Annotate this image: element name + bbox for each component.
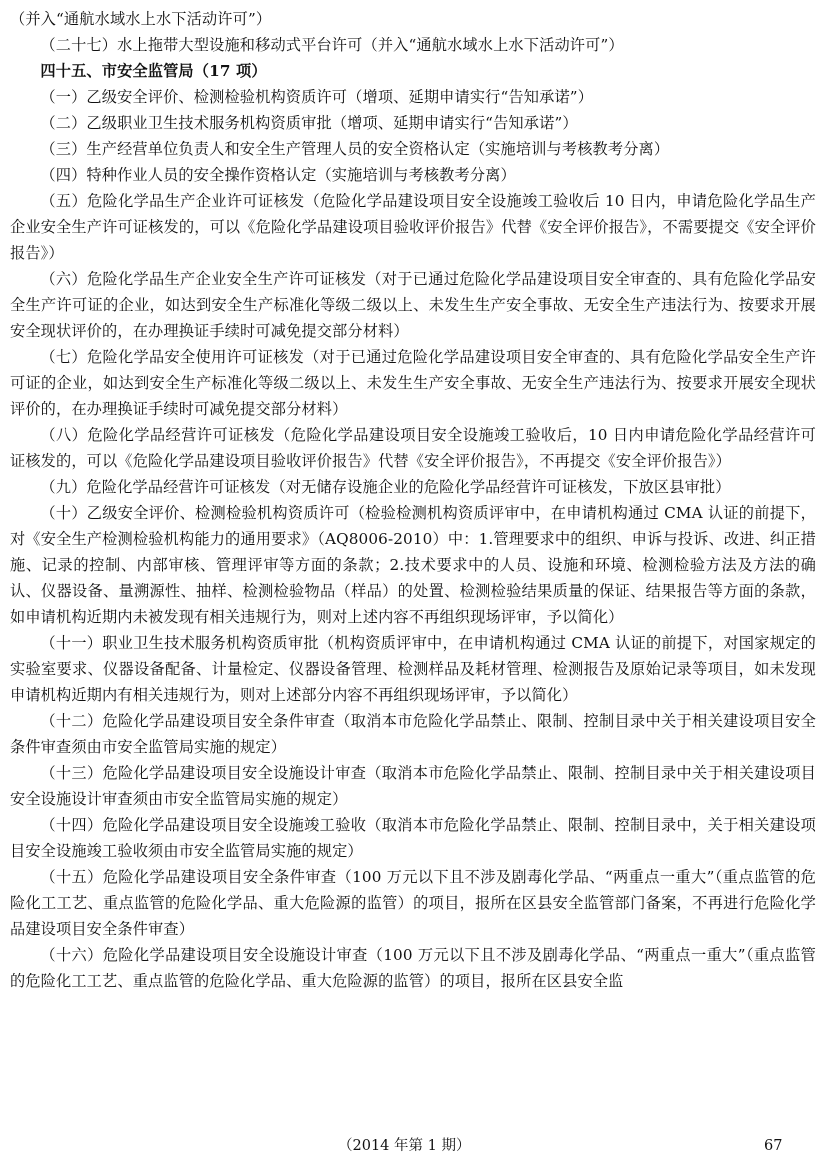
paragraph-item-11: （十一）职业卫生技术服务机构资质审批（机构资质评审中，在申请机构通过 CMA 认证的前提下，对国家规定的实验室要求、仪器设备配备、计量检定、仪器设备管理、检测样品及耗材管理、检测报告及原始记录等项目，如未发现申请机构近期内有相关违规行为，则对上述部分内容不再组织现场评审，予以简化） xyxy=(10,634,816,704)
paragraph-item-5: （五）危险化学品生产企业许可证核发（危险化学品建设项目安全设施竣工验收后 10 日内，申请危险化学品生产企业安全生产许可证核发的，可以《危险化学品建设项目验收评价报告》代替《安全评价报告》，不需要提交《安全评价报告》） xyxy=(10,192,816,262)
issue-label: （2014 年第 1 期） xyxy=(338,1138,471,1154)
paragraph-item-4: （四）特种作业人员的安全操作资格认定（实施培训与考核教考分离） xyxy=(40,166,516,184)
paragraph-item-2: （二）乙级职业卫生技术服务机构资质审批（增项、延期申请实行“告知承诺”） xyxy=(40,114,578,132)
paragraph-item-3: （三）生产经营单位负责人和安全生产管理人员的安全资格认定（实施培训与考核教考分离） xyxy=(40,140,670,158)
document-body xyxy=(10,6,816,994)
paragraph-item-9: （九）危险化学品经营许可证核发（对无储存设施企业的危险化学品经营许可证核发，下放区县审批） xyxy=(40,478,731,496)
section-heading: 四十五、市安全监管局（17 项） xyxy=(40,62,267,80)
paragraph-item-16: （十六）危险化学品建设项目安全设施设计审查（100 万元以下且不涉及剧毒化学品、“两重点一重大”（重点监管的危险化工工艺、重点监管的危险化学品、重大危险源的监管）的项目，报所在区县安全监 xyxy=(10,946,816,990)
paragraph-item-1: （一）乙级安全评价、检测检验机构资质许可（增项、延期申请实行“告知承诺”） xyxy=(40,88,594,106)
paragraph-item-12: （十二）危险化学品建设项目安全条件审查（取消本市危险化学品禁止、限制、控制目录中关于相关建设项目安全条件审查须由市安全监管局实施的规定） xyxy=(10,712,816,756)
paragraph-item-6: （六）危险化学品生产企业安全生产许可证核发（对于已通过危险化学品建设项目安全审查的、具有危险化学品安全生产许可证的企业，如达到安全生产标准化等级二级以上、未发生生产安全事故、无安全生产违法行为、按要求开展安全现状评价的，在办理换证手续时可减免提交部分材料） xyxy=(10,270,816,340)
paragraph-item-13: （十三）危险化学品建设项目安全设施设计审查（取消本市危险化学品禁止、限制、控制目录中关于相关建设项目安全设施设计审查须由市安全监管局实施的规定） xyxy=(10,764,816,808)
paragraph-item-14: （十四）危险化学品建设项目安全设施竣工验收（取消本市危险化学品禁止、限制、控制目录中，关于相关建设项目安全设施竣工验收须由市安全监管局实施的规定） xyxy=(10,816,816,860)
page-number: 67 xyxy=(764,1138,783,1154)
paragraph-item-10: （十）乙级安全评价、检测检验机构资质许可（检验检测机构资质评审中，在申请机构通过 CMA 认证的前提下，对《安全生产检测检验机构能力的通用要求》（AQ8006-2010）中：1.管理要求中的组织、申诉与投诉、改进、纠正措施、记录的控制、内部审核、管理评审等方面的条款；2.技术要求中的人员、设施和环境、检测检验方法及方法的确认、仪器设备、量溯源性、抽样、检测检验物品（样品）的处置、检测检验结果质量的保证、结果报告等方面的条款，如申请机构近期内未被发现有相关违规行为，则对上述内容不再组织现场评审，予以简化） xyxy=(10,504,816,626)
page-footer xyxy=(0,1134,827,1158)
paragraph-item-27: （二十七）水上拖带大型设施和移动式平台许可（并入“通航水域水上水下活动许可”） xyxy=(40,36,624,54)
paragraph-continuation: （并入“通航水域水上水下活动许可”） xyxy=(10,10,272,28)
paragraph-item-15: （十五）危险化学品建设项目安全条件审查（100 万元以下且不涉及剧毒化学品、“两重点一重大”（重点监管的危险化工工艺、重点监管的危险化学品、重大危险源的监管）的项目，报所在区县安全监管部门备案，不再进行危险化学品建设项目安全条件审查） xyxy=(10,868,816,938)
paragraph-item-8: （八）危险化学品经营许可证核发（危险化学品建设项目安全设施竣工验收后，10 日内申请危险化学品经营许可证核发的，可以《危险化学品建设项目验收评价报告》代替《安全评价报告》，不再提交《安全评价报告》） xyxy=(10,426,816,470)
paragraph-item-7: （七）危险化学品安全使用许可证核发（对于已通过危险化学品建设项目安全审查的、具有危险化学品安全生产许可证的企业，如达到安全生产标准化等级二级以上、未发生生产安全事故、无安全生产违法行为、按要求开展安全现状评价的，在办理换证手续时可减免提交部分材料） xyxy=(10,348,816,418)
